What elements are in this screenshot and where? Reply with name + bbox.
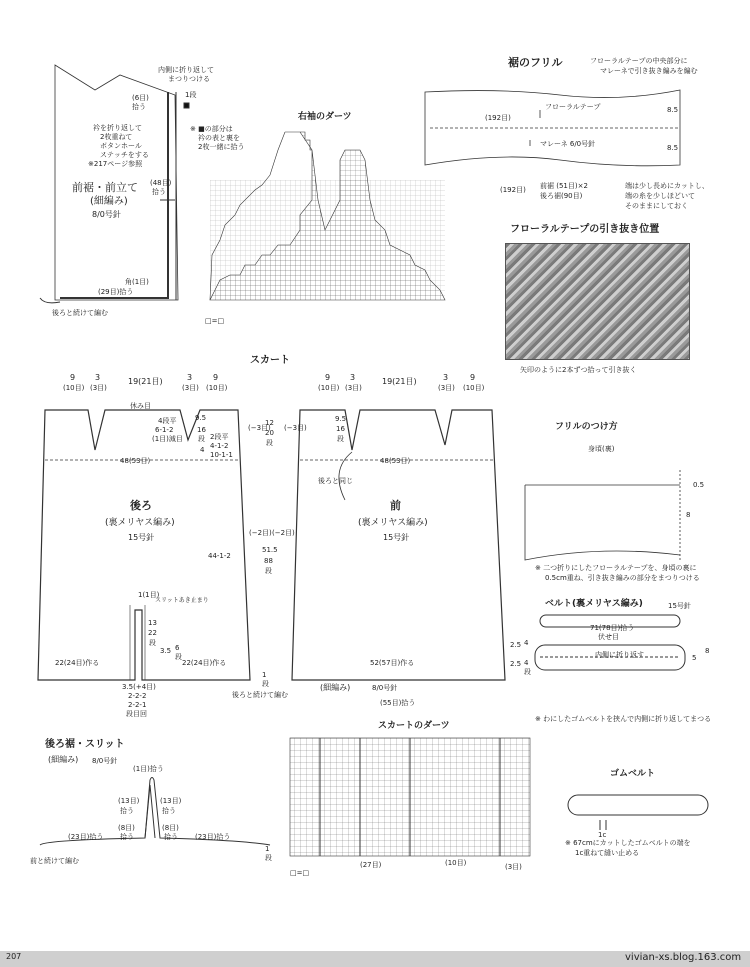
label: (192目) (500, 186, 526, 194)
label: 内側に折り返して (158, 66, 214, 74)
label: (10目) (445, 859, 467, 867)
label: 2.5 (510, 660, 522, 668)
label: 角(1目) (125, 278, 149, 286)
label: 8.5 (667, 144, 679, 152)
label: 51.5 (262, 546, 278, 554)
label: 20 (265, 429, 274, 437)
label: ※ 二つ折りにしたフローラルテープを、身頃の裏に (535, 564, 697, 572)
label: 8 (705, 647, 710, 655)
label: 1c (598, 831, 607, 839)
label: 拾う (162, 807, 176, 815)
label: 16 (197, 426, 206, 434)
label: 段 (265, 567, 272, 575)
label: (細編み) (90, 196, 128, 207)
label: 後ろと続けて編む (52, 309, 108, 317)
label: (細編み) (48, 755, 79, 764)
page-title: 前裾・前立て (72, 181, 138, 194)
label: (3目) (90, 384, 107, 392)
label: 3.5(+4目) (122, 683, 156, 691)
label: 段 (265, 854, 272, 862)
frill-attach (525, 470, 680, 560)
label: 15号針 (128, 533, 155, 542)
label: 段目回 (126, 710, 147, 718)
label: 段 (149, 639, 156, 647)
page-title: 裾のフリル (508, 56, 563, 69)
label: 6 (175, 644, 180, 652)
label: 段 (524, 668, 531, 676)
label: 3 (350, 373, 356, 382)
label: 8/0号針 (92, 210, 121, 219)
label: 13 (148, 619, 157, 627)
label: 48(53目) (120, 457, 151, 465)
label: 16 (336, 425, 345, 433)
label: 9 (325, 373, 331, 382)
label: (10目) (63, 384, 85, 392)
legend: □=□ (205, 317, 225, 325)
label: 1 (262, 671, 267, 679)
label: 拾う (120, 807, 134, 815)
label: 段 (337, 435, 344, 443)
page-title: フローラルテープの引き抜き位置 (510, 224, 660, 235)
label: 22(24目)作る (182, 659, 227, 667)
section-title: フリルのつけ方 (555, 422, 618, 432)
label: 内側に折り返す (595, 651, 644, 659)
label: 6-1-2 (155, 426, 174, 434)
label: マレーネで引き抜き編みを編む (600, 67, 698, 75)
label: 休み目 (130, 402, 151, 410)
label: (−2目) (249, 529, 272, 537)
label: 19(21目) (128, 377, 163, 386)
label: 1段 (185, 91, 197, 99)
label: 15号針 (383, 533, 410, 542)
label: 0.5cm重ね、引き抜き編みの部分をまつりつける (545, 574, 700, 582)
label: 88 (264, 557, 273, 565)
label: (8目) (118, 824, 135, 832)
label: (3目) (345, 384, 362, 392)
label: 後ろ裾(90目) (540, 192, 583, 200)
label: 71(78目)拾う (590, 624, 635, 632)
label: (10目) (463, 384, 485, 392)
label: (27目) (360, 861, 382, 869)
label: 3 (95, 373, 101, 382)
page-title: スカート (250, 355, 290, 366)
label: 9 (70, 373, 76, 382)
section-title: ゴムベルト (610, 769, 656, 779)
section-title: スカートのダーツ (378, 721, 450, 731)
skirt-front-outline (292, 410, 505, 680)
label: (8目) (162, 824, 179, 832)
label: フローラルテープ (545, 103, 601, 111)
label: 拾う (132, 103, 146, 111)
label: (10目) (206, 384, 228, 392)
label: (6目) (132, 94, 149, 102)
label: ボタンホール (100, 142, 142, 150)
label: 2枚重ねて (100, 133, 133, 141)
sleeve-dart-chart (210, 132, 445, 300)
label: 8/0号針 (92, 757, 118, 765)
label: 22 (148, 629, 157, 637)
label: 前裾 (51目)×2 (540, 182, 588, 190)
legend: □=□ (290, 869, 310, 877)
label: (1目)減目 (152, 435, 183, 443)
label: 2-2-2 (128, 692, 147, 700)
frill-diagram (425, 90, 680, 166)
label: 8 (686, 511, 691, 519)
label: ※217ページ参照 (88, 160, 143, 168)
label: 1c重ねて縫い止める (575, 849, 640, 857)
label: 9 (213, 373, 219, 382)
label: 4 (524, 659, 529, 667)
label: (裏メリヤス編み) (105, 518, 175, 528)
label: 伏せ目 (598, 633, 619, 641)
section-title: 後ろ (130, 499, 152, 512)
label: 段 (175, 653, 182, 661)
label: 12 (265, 419, 274, 427)
label: (細編み) (320, 683, 351, 692)
label: (−3目) (284, 424, 307, 432)
label: 端の糸を少しほどいて (625, 192, 695, 200)
label: 9.5 (195, 414, 207, 422)
label: (−3目) (248, 424, 271, 432)
label: 2段平 (210, 433, 229, 441)
label: ※ わにしたゴムベルトを挟んで内側に折り返してまつる (535, 715, 712, 723)
label: 前と続けて編む (30, 857, 79, 865)
label: (1目)拾う (133, 765, 164, 773)
label: 段 (262, 680, 269, 688)
label: 2.5 (510, 641, 522, 649)
label: (192目) (485, 114, 511, 122)
label: 3 (443, 373, 449, 382)
label: そのままにしておく (625, 202, 688, 210)
page-title: 右袖のダーツ (298, 112, 352, 122)
skirt-dart-chart (290, 738, 530, 856)
label: ステッチをする (100, 151, 149, 159)
label: (48目) (150, 179, 172, 187)
label: まつりつける (168, 75, 210, 83)
tape-photo (505, 243, 690, 360)
label: 0.5 (693, 481, 705, 489)
label: 4 (200, 446, 205, 454)
label: フローラルテープの中央部分に (590, 57, 688, 65)
label: (3目) (182, 384, 199, 392)
label: (3目) (438, 384, 455, 392)
label: 44-1-2 (208, 552, 231, 560)
label: (29目)拾う (98, 288, 134, 296)
label: 段 (266, 439, 273, 447)
label: (13目) (118, 797, 140, 805)
label: (10目) (318, 384, 340, 392)
label: 3.5 (160, 647, 172, 655)
label: 3 (187, 373, 193, 382)
label: 9 (470, 373, 476, 382)
label: 8/0号針 (372, 684, 398, 692)
label: 52(57目)作る (370, 659, 415, 667)
label: 拾う (152, 188, 166, 196)
label: 拾う (120, 833, 134, 841)
label: 拾う (164, 833, 178, 841)
label: 段 (198, 435, 205, 443)
label: 48(53目) (380, 457, 411, 465)
label: (23目)拾う (195, 833, 231, 841)
label: 衿の表と裏を (198, 134, 240, 142)
label: 身頃(裏) (588, 445, 615, 453)
label: 19(21目) (382, 377, 417, 386)
label: 5 (692, 654, 697, 662)
label: 2-2-1 (128, 701, 147, 709)
label: 1 (265, 845, 270, 853)
label: (裏メリヤス編み) (358, 518, 428, 528)
label: (3目) (505, 863, 522, 871)
section-title: 前 (390, 499, 401, 512)
label: 8.5 (667, 106, 679, 114)
label: 衿を折り返して (93, 124, 142, 132)
label: ※ ■の部分は (190, 125, 233, 133)
label: 10-1-1 (210, 451, 233, 459)
label: マレーネ 6/0号針 (540, 140, 596, 148)
page-number: 207 (6, 952, 22, 961)
gum-belt (568, 795, 708, 830)
section-title: ベルト(裏メリヤス編み) (545, 599, 643, 609)
label: 9.5 (335, 415, 347, 423)
label: (23目)拾う (68, 833, 104, 841)
section-title: 後ろ裾・スリット (45, 739, 125, 750)
label: 後ろと同じ (318, 477, 353, 485)
label: ※ 67cmにカットしたゴムベルトの端を (565, 839, 691, 847)
label: (13目) (160, 797, 182, 805)
label: 2枚一緒に拾う (198, 143, 245, 151)
label: 4段平 (158, 417, 177, 425)
label: スリットあき止まり (155, 597, 209, 604)
label: (55目)拾う (380, 699, 416, 707)
label: 後ろと続けて編む (232, 691, 288, 699)
label: 1(1目) (138, 591, 160, 599)
label: 4-1-2 (210, 442, 229, 450)
label: 15号針 (668, 602, 691, 610)
label: 22(24目)作る (55, 659, 100, 667)
label: (−2目) (272, 529, 295, 537)
caption: 矢印のように2本ずつ拾って引き抜く (520, 366, 637, 374)
label: 端は少し長めにカットし、 (625, 182, 709, 190)
label: 4 (524, 639, 529, 647)
site-url: vivian-xs.blog.163.com (625, 952, 742, 963)
